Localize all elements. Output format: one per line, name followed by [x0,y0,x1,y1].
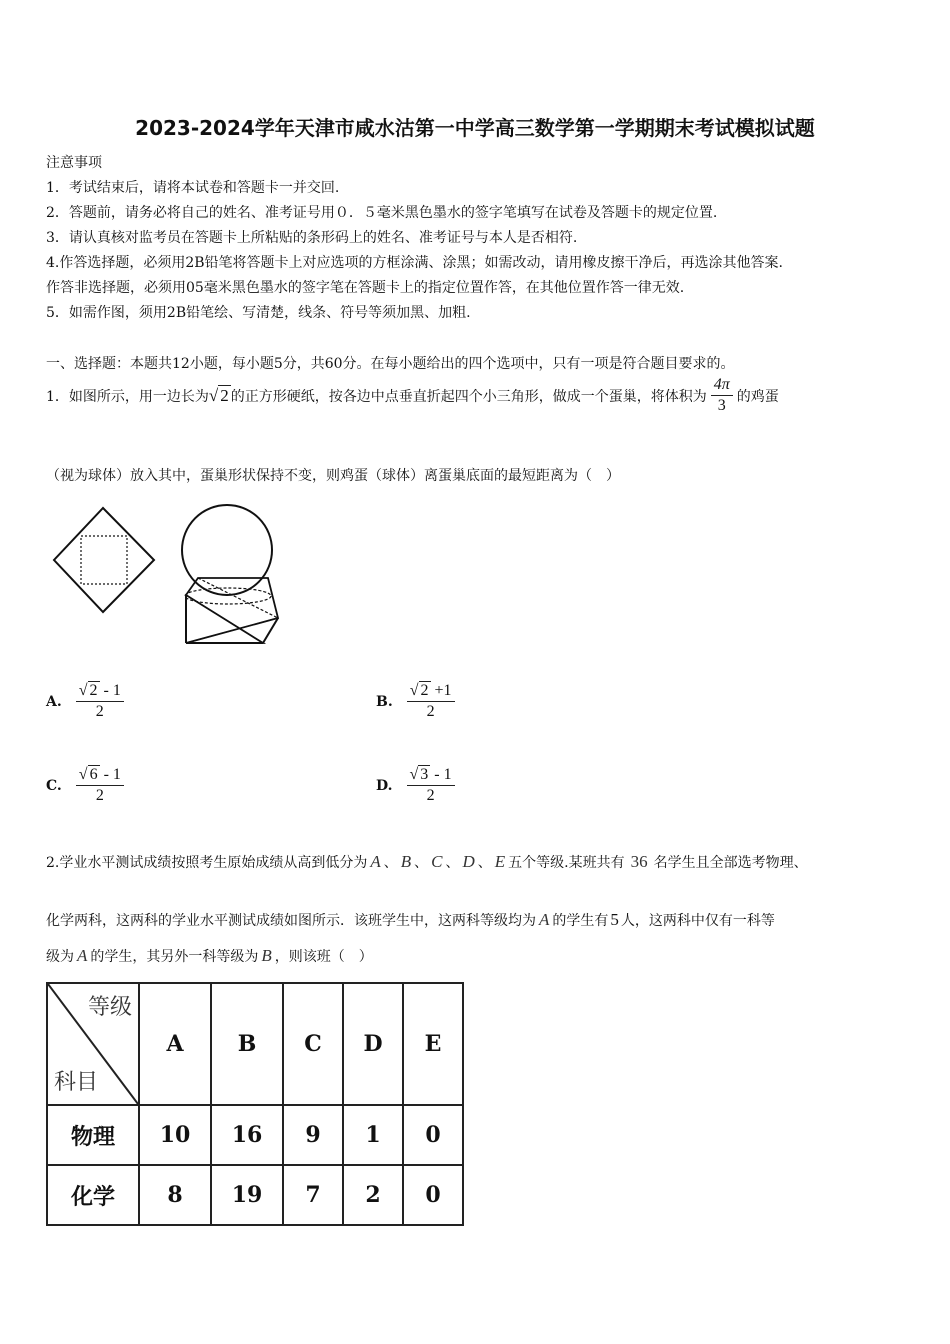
table-subject: 物理 [47,1105,139,1165]
q2-line2: 化学两科，这两科的学业水平测试成绩如图所示．该班学生中，这两科等级均为 A 的学生有 5 人，这两科中仅有一科等 [46,910,775,929]
option-a-fraction: $\frac{√ 2 - 1}{2}$ [76,682,124,721]
table-cell: 8 [139,1165,211,1225]
table-cell: 0 [403,1165,463,1225]
table-header: B [211,983,283,1105]
table-cell: 9 [283,1105,343,1165]
option-b-fraction: $\frac{√ 2 +1}{2}$ [407,682,455,721]
q1-part3: 的鸡蛋 [736,388,779,405]
option-b[interactable]: B. $\frac{√ 2 +1}{2}$ [376,682,455,721]
option-a[interactable]: A. $\frac{√ 2 - 1}{2}$ [46,682,124,721]
table-cell: 0 [403,1105,463,1165]
student-count: 36 [630,852,648,871]
option-c[interactable]: C. $\frac{√ 6 - 1}{2}$ [46,766,124,805]
q1-volume-fraction: $\frac{4\pi}{3}$ [711,376,733,415]
q1-part2: 的正方形硬纸，按各边中点垂直折起四个小三角形，做成一个蛋巢，将体积为 [230,388,707,405]
table-header: D [343,983,403,1105]
grade-e: E [494,852,506,871]
table-cell: 10 [139,1105,211,1165]
table-row [47,1165,463,1225]
q1-part1: 1．如图所示，用一边长为 [46,388,209,405]
grade-d: D [462,852,475,871]
q2-line1: 2.学业水平测试成绩按照考生原始成绩从高到低分为 A 、 B 、 C 、 D 、 E 五个等级.某班共有 36 名学生且全部选考物理、 [46,852,808,871]
grade-table [46,982,464,1226]
section-heading: 一、选择题：本题共12小题，每小题5分，共60分。在每小题给出的四个选项中，只有一项是符合题目要求的。 [46,356,735,372]
folded-square-outline [54,508,154,612]
option-c-fraction: $\frac{√ 6 - 1}{2}$ [76,766,124,805]
option-d[interactable]: D. $\frac{√ 3 - 1}{2}$ [376,766,455,805]
table-header: A [139,983,211,1105]
notice-item: 5．如需作图，须用2B铅笔绘、写清楚，线条、符号等须加黑、加粗. [46,305,471,321]
table-row [47,1105,463,1165]
notice-heading: 注意事项 [46,155,102,171]
table-cell: 7 [283,1165,343,1225]
q1-sqrt: √ 2 [208,385,229,405]
nest-outline [186,578,278,643]
table-header-row [47,983,463,1105]
table-header: C [283,983,343,1105]
notice-item: 4.作答选择题，必须用2B铅笔将答题卡上对应选项的方框涂满、涂黑；如需改动，请用橡皮擦干净后，再选涂其他答案. [46,255,783,271]
table-corner-cell: 等级 科目 [47,983,139,1105]
table-header: E [403,983,463,1105]
grade-c: C [431,852,443,871]
inner-square [81,536,127,584]
table-cell: 1 [343,1105,403,1165]
notice-item: 1．考试结束后，请将本试卷和答题卡一并交回. [46,180,340,196]
option-d-fraction: $\frac{√ 3 - 1}{2}$ [407,766,455,805]
page-title: 2023-2024学年天津市咸水沽第一中学高三数学第一学期期末考试模拟试题 [135,116,815,140]
table-cell: 19 [211,1165,283,1225]
table-cell: 2 [343,1165,403,1225]
grade-b: B [400,852,412,871]
egg-nest-figure [46,500,286,660]
q2-line3: 级为 A 的学生，其另外一科等级为 B ，则该班（ ） [46,946,373,965]
notice-item: 2．答题前，请务必将自己的姓名、准考证号用０．５毫米黑色墨水的签字笔填写在试卷及答题卡的规定位置. [46,205,718,221]
table-cell: 16 [211,1105,283,1165]
table-subject: 化学 [47,1165,139,1225]
notice-item: 作答非选择题，必须用05毫米黑色墨水的签字笔在答题卡上的指定位置作答，在其他位置作答一律无效. [46,280,685,296]
grade-a: A [370,852,381,871]
q1-line1 [46,376,779,415]
q1-line2: （视为球体）放入其中，蛋巢形状保持不变，则鸡蛋（球体）离蛋巢底面的最短距离为（ ） [46,468,620,484]
notice-item: 3．请认真核对监考员在答题卡上所粘贴的条形码上的姓名、准考证号与本人是否相符. [46,230,578,246]
